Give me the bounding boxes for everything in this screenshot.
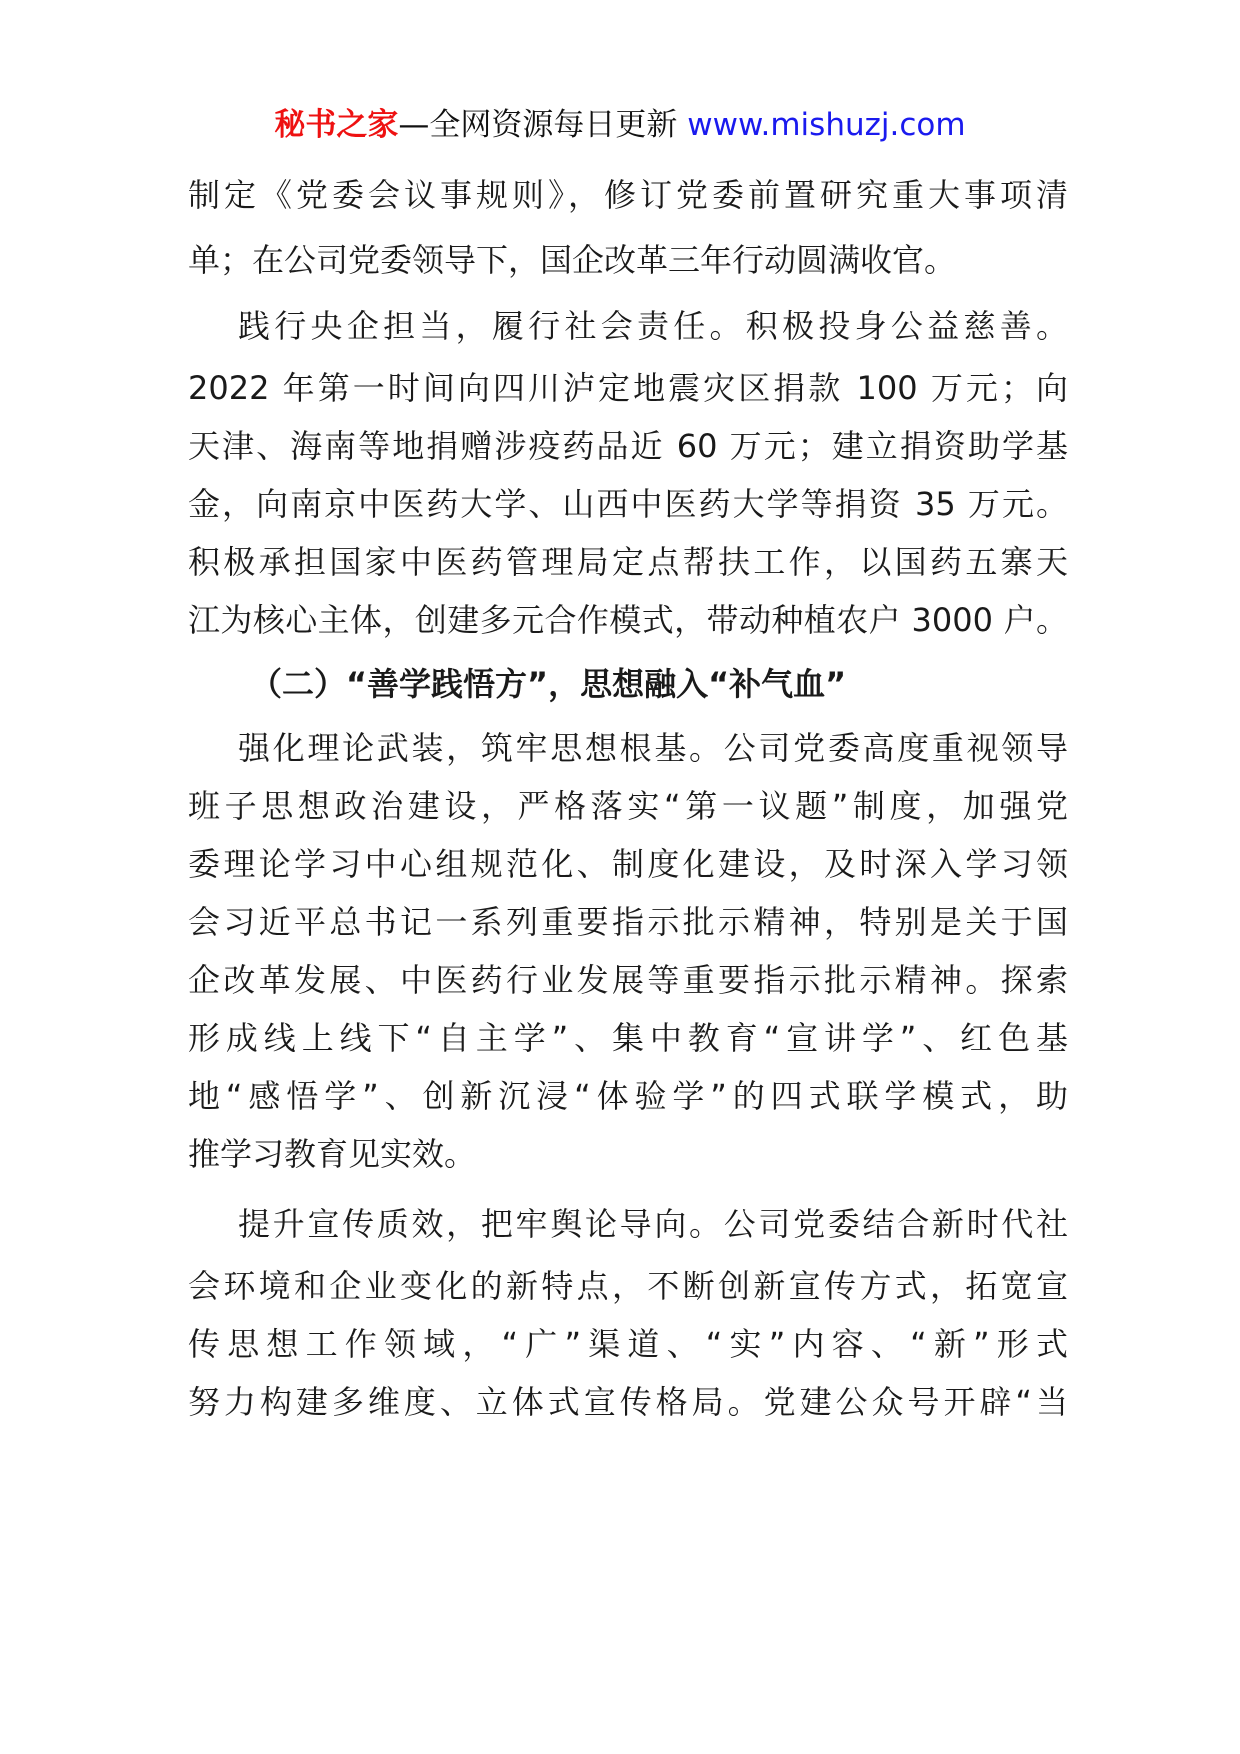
watermark-header — [0, 103, 1240, 147]
paragraph-line: 委理论学习中心组规范化、制度化建设，及时深入学习领 — [188, 845, 1068, 883]
paragraph-line: 江为核心主体，创建多元合作模式，带动种植农户 3000 户。 — [188, 601, 1068, 639]
header-tagline: —全网资源每日更新 — [398, 107, 678, 143]
paragraph-line: 提升宣传质效，把牢舆论导向。公司党委结合新时代社 — [238, 1205, 1068, 1243]
section-heading: （二）“善学践悟方”，思想融入“补气血” — [250, 665, 847, 703]
document-body — [188, 163, 1068, 1431]
paragraph-line: 推学习教育见实效。 — [188, 1135, 477, 1173]
header-brand: 秘书之家 — [274, 107, 399, 143]
paragraph-line: 践行央企担当，履行社会责任。积极投身公益慈善。 — [238, 307, 1068, 345]
paragraph-line: 传思想工作领域，“广”渠道、“实”内容、“新”形式 — [188, 1325, 1068, 1363]
paragraph-line: 金，向南京中医药大学、山西中医药大学等捐资 35 万元。 — [188, 485, 1068, 523]
paragraph-line: 强化理论武装，筑牢思想根基。公司党委高度重视领导 — [238, 729, 1068, 767]
paragraph-line: 班子思想政治建设，严格落实“第一议题”制度，加强党 — [188, 787, 1068, 825]
paragraph-line: 地“感悟学”、创新沉浸“体验学”的四式联学模式，助 — [188, 1077, 1068, 1115]
paragraph-line: 单；在公司党委领导下，国企改革三年行动圆满收官。 — [188, 241, 957, 279]
header-url-link[interactable]: www.mishuzj.com — [687, 107, 966, 143]
paragraph-line: 2022 年第一时间向四川泸定地震灾区捐款 100 万元；向 — [188, 369, 1068, 407]
paragraph-line: 企改革发展、中医药行业发展等重要指示批示精神。探索 — [188, 961, 1068, 999]
paragraph-line: 天津、海南等地捐赠涉疫药品近 60 万元；建立捐资助学基 — [188, 427, 1068, 465]
paragraph-line: 努力构建多维度、立体式宣传格局。党建公众号开辟“当 — [188, 1383, 1068, 1421]
paragraph-line: 形成线上线下“自主学”、集中教育“宣讲学”、红色基 — [188, 1019, 1068, 1057]
paragraph-line: 会环境和企业变化的新特点，不断创新宣传方式，拓宽宣 — [188, 1267, 1068, 1305]
paragraph-line: 积极承担国家中医药管理局定点帮扶工作，以国药五寨天 — [188, 543, 1068, 581]
paragraph-line: 会习近平总书记一系列重要指示批示精神，特别是关于国 — [188, 903, 1068, 941]
paragraph-line: 制定《党委会议事规则》，修订党委前置研究重大事项清 — [188, 176, 1068, 214]
